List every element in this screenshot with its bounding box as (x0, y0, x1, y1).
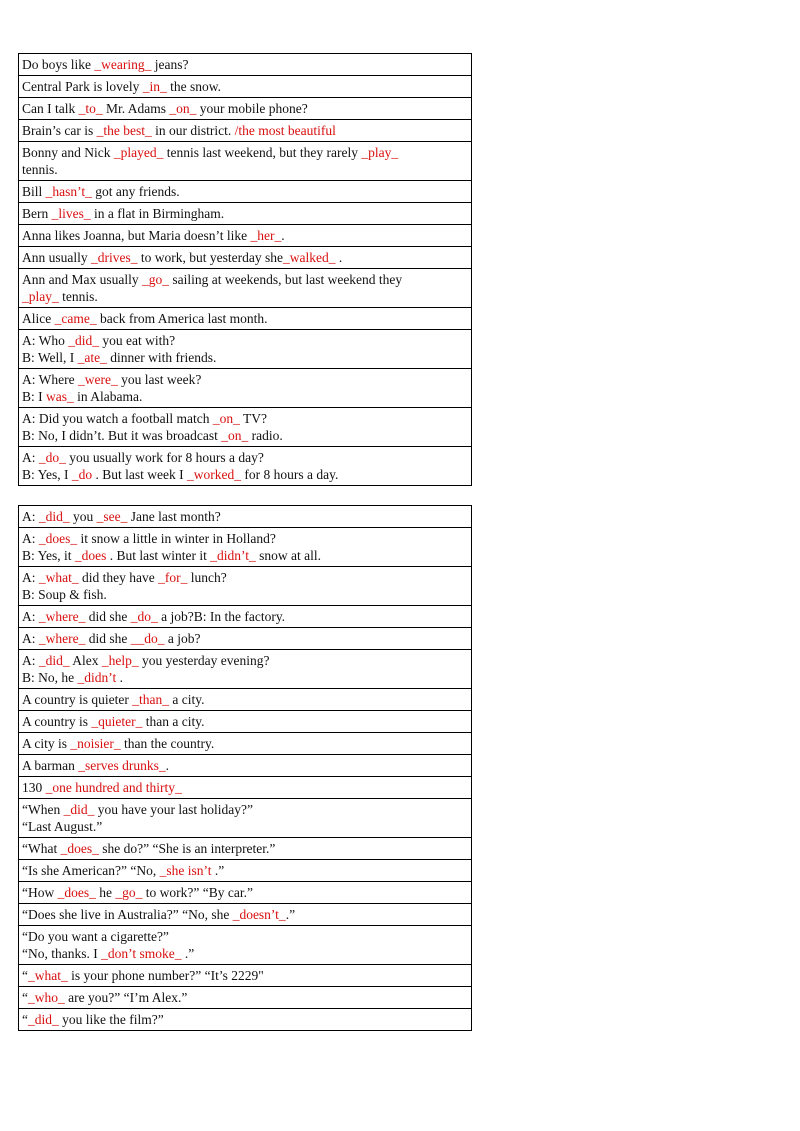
question-text: tennis last weekend, but they rarely (163, 145, 362, 160)
question-cell (19, 860, 472, 882)
answer-text: _noisier_ (70, 736, 121, 751)
question-text: A country is quieter (22, 692, 133, 707)
table-row (19, 689, 472, 711)
question-cell (19, 711, 472, 733)
question-text: B: Yes, it (22, 548, 75, 563)
question-cell (19, 225, 472, 247)
question-text: to work, but yesterday she (137, 250, 283, 265)
question-text: Jane last month? (127, 509, 221, 524)
question-cell (19, 838, 472, 860)
answer-text: was_ (46, 389, 74, 404)
answer-text: _her_ (250, 228, 282, 243)
question-text: B: Soup & fish. (22, 587, 107, 602)
answer-text: _she isn’t (159, 863, 212, 878)
answer-text: _does_ (60, 841, 99, 856)
answer-text: _for_ (158, 570, 188, 585)
answer-text: _the best_ (96, 123, 152, 138)
question-cell (19, 733, 472, 755)
question-text: A: (22, 509, 39, 524)
question-cell (19, 650, 472, 689)
question-text: “Last August.” (22, 819, 103, 834)
table-row (19, 269, 472, 308)
answer-text: _did_ (38, 653, 70, 668)
table-row (19, 247, 472, 269)
answer-text: _do_ (130, 609, 158, 624)
question-text: than the country. (120, 736, 215, 751)
table-row (19, 225, 472, 247)
question-text: for 8 hours a day. (241, 467, 339, 482)
table-row (19, 54, 472, 76)
question-text: Bill (22, 184, 46, 199)
question-text: it snow a little in winter in Holland? (77, 531, 276, 546)
answer-text: _hasn’t_ (45, 184, 92, 199)
answer-text: _drives_ (91, 250, 138, 265)
answer-text: /the most beautiful (234, 123, 336, 138)
table-row (19, 142, 472, 181)
answer-text: _didn’t_ (210, 548, 256, 563)
answer-text: _did_ (38, 509, 70, 524)
question-text: A country is (22, 714, 92, 729)
table-row (19, 838, 472, 860)
question-text: Bern (22, 206, 52, 221)
question-cell (19, 203, 472, 225)
table-row (19, 860, 472, 882)
question-text: dinner with friends. (106, 350, 217, 365)
question-text: “ (22, 1012, 28, 1027)
table-row (19, 567, 472, 606)
question-text: snow at all. (255, 548, 322, 563)
answer-text: _serves drunks_ (78, 758, 166, 773)
question-text: .” (211, 863, 225, 878)
answer-text: _go_ (141, 272, 169, 287)
answer-text: _wearing_ (94, 57, 152, 72)
table-row (19, 926, 472, 965)
question-text: did they have (78, 570, 159, 585)
table-row (19, 606, 472, 628)
answer-text: _play_ (361, 145, 399, 160)
answer-text: _what_ (38, 570, 79, 585)
question-text: “ (22, 968, 28, 983)
question-text: than a city. (142, 714, 205, 729)
table-row (19, 882, 472, 904)
question-cell (19, 120, 472, 142)
answer-text: _doesn’t_ (232, 907, 286, 922)
answer-text: _does (74, 548, 107, 563)
question-cell (19, 369, 472, 408)
question-cell (19, 98, 472, 120)
answer-text: _were_ (77, 372, 118, 387)
table-row (19, 799, 472, 838)
question-cell (19, 567, 472, 606)
table-row (19, 1009, 472, 1031)
question-text: a job?B: In the factory. (157, 609, 286, 624)
question-text: you have your last holiday?” (94, 802, 253, 817)
table-row (19, 203, 472, 225)
question-cell (19, 408, 472, 447)
question-cell (19, 181, 472, 203)
question-text: A barman (22, 758, 79, 773)
answer-text: _didn’t (77, 670, 117, 685)
question-text: “Is she American?” “No, (22, 863, 160, 878)
question-text: A city is (22, 736, 71, 751)
question-text: tennis. (58, 289, 98, 304)
question-cell (19, 247, 472, 269)
table-row (19, 447, 472, 486)
question-cell (19, 447, 472, 486)
question-text: .” (285, 907, 296, 922)
question-cell (19, 308, 472, 330)
table-row (19, 777, 472, 799)
question-text: A: (22, 450, 39, 465)
exercise-table-2 (18, 505, 472, 1031)
question-text: to work?” “By car.” (142, 885, 253, 900)
table-row (19, 733, 472, 755)
answer-text: _do_ (38, 450, 66, 465)
question-text: Central Park is lovely (22, 79, 143, 94)
question-cell (19, 987, 472, 1009)
table-row (19, 181, 472, 203)
question-text: A: (22, 570, 39, 585)
question-text: a job? (164, 631, 201, 646)
question-text: Bonny and Nick (22, 145, 114, 160)
question-text: A: (22, 531, 39, 546)
question-cell (19, 882, 472, 904)
question-text: A: Did you watch a football match (22, 411, 213, 426)
answer-text: _go_ (115, 885, 143, 900)
question-text: you like the film?” (58, 1012, 164, 1027)
answer-text: _who_ (28, 990, 65, 1005)
question-text: . (281, 228, 285, 243)
question-text: “Does she live in Australia?” “No, she (22, 907, 233, 922)
answer-text: _ate_ (77, 350, 107, 365)
answer-text: _came_ (54, 311, 97, 326)
question-cell (19, 1009, 472, 1031)
table-row (19, 711, 472, 733)
question-text: Do boys like (22, 57, 95, 72)
question-text: you last week? (117, 372, 202, 387)
table-row (19, 120, 472, 142)
exercise-table-1 (18, 53, 472, 486)
question-text: “No, thanks. I (22, 946, 102, 961)
question-text: Mr. Adams (102, 101, 170, 116)
table-row (19, 308, 472, 330)
question-cell (19, 528, 472, 567)
answer-text: _in_ (142, 79, 167, 94)
question-text: you yesterday evening? (138, 653, 270, 668)
question-text: you usually work for 8 hours a day? (65, 450, 264, 465)
answer-text: _where_ (38, 631, 86, 646)
question-text: . (335, 250, 343, 265)
table-row (19, 628, 472, 650)
question-text: did she (85, 631, 131, 646)
table-row (19, 408, 472, 447)
answer-text: _on_ (221, 428, 249, 443)
question-text: .” (181, 946, 195, 961)
question-text: Ann usually (22, 250, 91, 265)
table-row (19, 528, 472, 567)
question-text: A: (22, 631, 39, 646)
question-text: in Alabama. (73, 389, 143, 404)
question-text: the snow. (166, 79, 221, 94)
question-cell (19, 606, 472, 628)
table-row (19, 369, 472, 408)
answer-text: _on_ (212, 411, 240, 426)
answer-text: _one hundred and thirty_ (45, 780, 182, 795)
question-cell (19, 926, 472, 965)
answer-text: _than_ (132, 692, 169, 707)
question-text: B: Yes, I (22, 467, 72, 482)
answer-text: _did_ (68, 333, 100, 348)
answer-text: __do_ (130, 631, 165, 646)
question-text: sailing at weekends, but last weekend they (168, 272, 403, 287)
answer-text: _did_ (63, 802, 95, 817)
answer-text: _worked_ (187, 467, 242, 482)
question-text: he (95, 885, 116, 900)
question-cell (19, 777, 472, 799)
answer-text: _where_ (38, 609, 86, 624)
question-text: “What (22, 841, 61, 856)
question-cell (19, 269, 472, 308)
question-text: . (165, 758, 169, 773)
answer-text: _on_ (169, 101, 197, 116)
question-text: 130 (22, 780, 46, 795)
table-row (19, 965, 472, 987)
question-cell (19, 904, 472, 926)
question-text: Alice (22, 311, 55, 326)
question-text: jeans? (151, 57, 189, 72)
question-text: “How (22, 885, 58, 900)
table-row (19, 76, 472, 98)
answer-text: _help_ (101, 653, 139, 668)
question-cell (19, 54, 472, 76)
question-cell (19, 628, 472, 650)
question-cell (19, 965, 472, 987)
question-text: Ann and Max usually (22, 272, 142, 287)
question-text: B: I (22, 389, 47, 404)
question-text: . But last week I (92, 467, 188, 482)
table-row (19, 904, 472, 926)
question-text: got any friends. (91, 184, 180, 199)
table-row (19, 755, 472, 777)
question-text: Anna likes Joanna, but Maria doesn’t like (22, 228, 251, 243)
question-cell (19, 799, 472, 838)
question-cell (19, 142, 472, 181)
answer-text: _do (71, 467, 93, 482)
answer-text: _does_ (57, 885, 96, 900)
question-text: radio. (248, 428, 283, 443)
answer-text: _don’t smoke_ (101, 946, 182, 961)
question-text: B: Well, I (22, 350, 78, 365)
question-text: B: No, he (22, 670, 78, 685)
question-cell (19, 755, 472, 777)
question-text: did she (85, 609, 131, 624)
question-text: back from America last month. (96, 311, 268, 326)
answer-text: _did_ (28, 1012, 59, 1027)
question-text: your mobile phone? (196, 101, 308, 116)
question-text: “When (22, 802, 64, 817)
question-text: “ (22, 990, 28, 1005)
table-row (19, 98, 472, 120)
question-text: Brain’s car is (22, 123, 97, 138)
question-text: “Do you want a cigarette?” (22, 929, 169, 944)
question-text: Can I talk (22, 101, 79, 116)
question-text: B: No, I didn’t. But it was broadcast (22, 428, 222, 443)
answer-text: _what_ (28, 968, 68, 983)
answer-text: _does_ (38, 531, 78, 546)
question-text: . But last winter it (106, 548, 211, 563)
table-row (19, 506, 472, 528)
question-cell (19, 330, 472, 369)
answer-text: _lives_ (51, 206, 91, 221)
question-text: in our district. (151, 123, 235, 138)
question-text: she do?” “She is an interpreter.” (98, 841, 276, 856)
table-row (19, 330, 472, 369)
question-text: A: (22, 653, 39, 668)
question-text: a city. (168, 692, 205, 707)
question-text: . (116, 670, 124, 685)
question-cell (19, 76, 472, 98)
question-text: TV? (239, 411, 267, 426)
answer-text: _played_ (113, 145, 164, 160)
question-text: A: Where (22, 372, 78, 387)
answer-text: _see_ (96, 509, 128, 524)
answer-text: _quieter_ (91, 714, 143, 729)
question-text: in a flat in Birmingham. (90, 206, 225, 221)
question-text: A: Who (22, 333, 69, 348)
answer-text: _to_ (78, 101, 103, 116)
question-text: you eat with? (99, 333, 176, 348)
answer-text: _walked_ (282, 250, 336, 265)
table-row (19, 650, 472, 689)
question-cell (19, 689, 472, 711)
table-row (19, 987, 472, 1009)
question-text: is your phone number?” “It’s 2229" (67, 968, 264, 983)
question-text: A: (22, 609, 39, 624)
question-text: you (69, 509, 97, 524)
question-text: tennis. (22, 162, 58, 177)
question-text: are you?” “I’m Alex.” (64, 990, 188, 1005)
question-text: Alex (69, 653, 102, 668)
question-cell (19, 506, 472, 528)
answer-text: _play_ (22, 289, 59, 304)
question-text: lunch? (187, 570, 227, 585)
